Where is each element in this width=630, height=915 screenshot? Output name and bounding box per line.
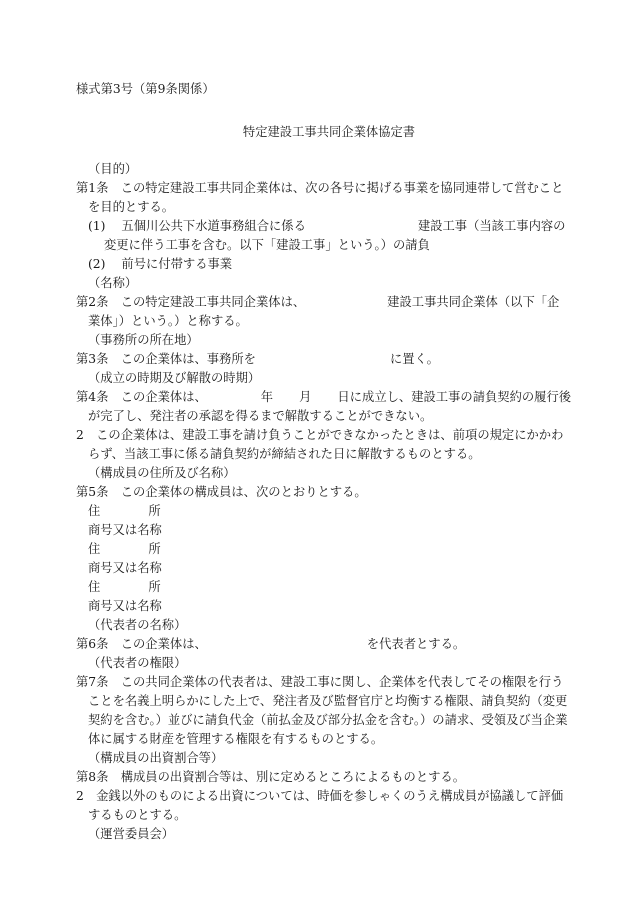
member2-name-label: 商号又は名称 (88, 561, 162, 575)
art8-heading: （構成員の出資割合等） (88, 751, 224, 765)
art1-item1-number: (1) (88, 219, 106, 233)
member3-address-char1: 住 (88, 580, 101, 594)
member2-address-label (76, 540, 552, 559)
document-body (76, 160, 572, 844)
art3-line1-a: 第3条 この企業体は、事務所を (76, 352, 256, 366)
art7-heading: （代表者の権限） (88, 656, 187, 670)
art7-line4: 体に属する財産を管理する権限を有するものとする。 (88, 732, 384, 746)
art2-heading: （名称） (88, 276, 138, 290)
art6-line1-b: を代表者とする。 (366, 637, 466, 651)
member1-address-label (76, 502, 552, 521)
art1-heading: （目的） (88, 162, 138, 176)
member1-address-char2: 所 (148, 504, 161, 518)
member1-address-char1: 住 (88, 504, 101, 518)
art8-p2-line2: するものとする。 (88, 808, 187, 822)
art7-line3: 契約を含む。）並びに請負代金（前払金及び部分払金を含む。）の請求、受領及び当企業 (88, 713, 568, 727)
art6-line1-a: 第6条 この企業体は、 (76, 637, 207, 651)
art4-year: 年 (260, 390, 274, 404)
art4-line1 (76, 388, 572, 407)
art2-line1-b: 建設工事共同企業体（以下「企 (387, 295, 560, 309)
art4-p2-line1: 2 この企業体は、建設工事を請け負うことができなかったときは、前項の規定にかかわ (76, 428, 564, 442)
art1-line1: 第1条 この特定建設工事共同企業体は、次の各号に掲げる事業を協同連帯して営むこと (76, 181, 564, 195)
art2-line1-a: 第2条 この特定建設工事共同企業体は、 (76, 295, 306, 309)
art1-item2 (76, 255, 552, 274)
art4-line1-b: 日に成立し、建設工事の請負契約の履行後 (337, 390, 572, 404)
art1-item1-text-a: 五個川公共下水道事務組合に係る (121, 219, 306, 233)
art4-line1-a: 第4条 この企業体は、 (76, 390, 207, 404)
art4-heading: （成立の時期及び解散の時期） (88, 371, 261, 385)
art5-heading: （構成員の住所及び名称） (88, 466, 236, 480)
art1-item2-number: (2) (88, 257, 106, 271)
document-title: 特定建設工事共同企業体協定書 (242, 125, 416, 139)
art1-item1-text-b: 建設工事（当該工事内容の (417, 219, 566, 233)
art4-month: 月 (299, 390, 312, 404)
art8-line1: 第8条 構成員の出資割合等は、別に定めるところによるものとする。 (76, 770, 466, 784)
art1-item2-text: 前号に付帯する事業 (121, 257, 233, 271)
member3-name-label: 商号又は名称 (88, 599, 162, 613)
art3-heading: （事務所の所在地） (88, 333, 199, 347)
art9-heading: （運営委員会） (88, 827, 175, 841)
art7-line1: 第7条 この共同企業体の代表者は、建設工事に関し、企業体を代表してその権限を行う (76, 675, 564, 689)
art5-line1: 第5条 この企業体の構成員は、次のとおりとする。 (76, 485, 367, 499)
member3-address-char2: 所 (148, 580, 161, 594)
art3-line1 (76, 350, 552, 369)
member2-address-char2: 所 (148, 542, 161, 556)
member2-address-char1: 住 (88, 542, 101, 556)
art3-line1-b: に置く。 (389, 352, 439, 366)
art6-heading: （代表者の名称） (88, 618, 187, 632)
art1-line2: を目的とする。 (88, 200, 175, 214)
art6-line1 (76, 635, 552, 654)
member1-name-label: 商号又は名称 (88, 523, 162, 537)
art1-item1 (76, 217, 566, 236)
art4-line2: が完了し、発注者の承認を得るまで解散することができない。 (88, 409, 433, 423)
art2-line2: 業体」）という。）と称する。 (88, 314, 248, 328)
form-number: 様式第3号（第9条関係） (76, 82, 215, 96)
member3-address-label (76, 578, 552, 597)
art1-item1-cont: 変更に伴う工事を含む。以下「建設工事」という。）の請負 (104, 238, 430, 252)
art2-line1 (76, 293, 560, 312)
art4-p2-line2: らず、当該工事に係る請負契約が締結された日に解散するものとする。 (88, 447, 481, 461)
art7-line2: ことを名義上明らかにした上で、発注者及び監督官庁と均衡する権限、請負契約（変更 (88, 694, 568, 708)
art8-p2-line1: 2 金銭以外のものによる出資については、時価を参しゃくのうえ構成員が協議して評価 (76, 789, 564, 803)
